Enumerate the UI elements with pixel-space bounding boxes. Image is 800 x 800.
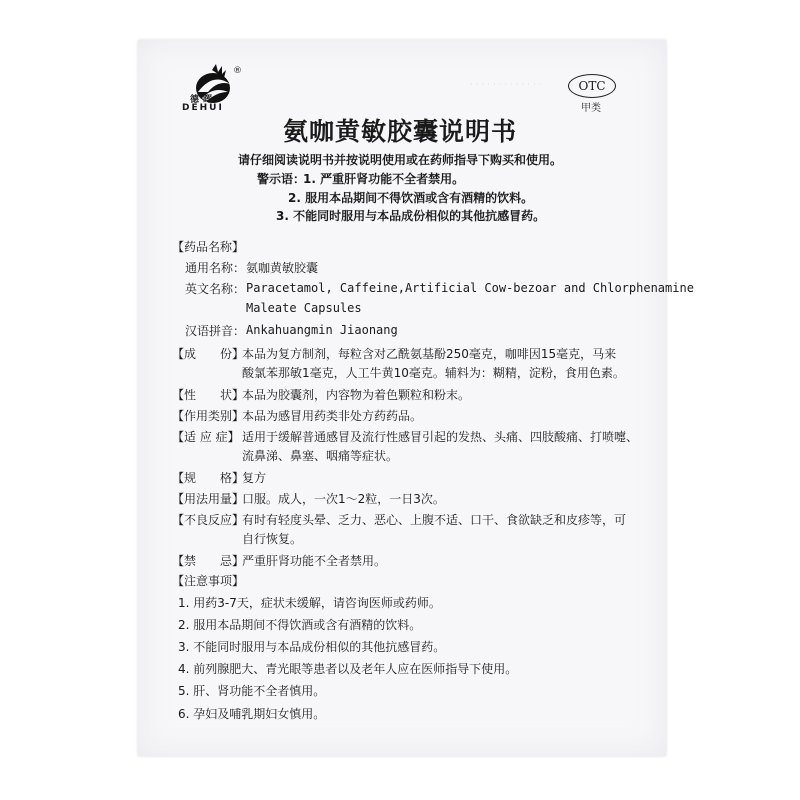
precaution-item: 5. 肝、肾功能不全者慎用。 (178, 684, 326, 698)
generic-name-value: 氨咖黄敏胶囊 (246, 261, 319, 275)
page-title: 氨咖黄敏胶囊说明书 (282, 117, 517, 146)
contraindications-value: 严重肝肾功能不全者禁用。 (242, 554, 387, 568)
category-value: 本品为感冒用药类非处方药药品。 (242, 409, 423, 423)
indications-line2: 流鼻涕、鼻塞、咽痛等症状。 (242, 449, 399, 463)
warning-item: 1. 严重肝肾功能不全者禁用。 (303, 172, 465, 186)
properties-value: 本品为胶囊剂，内容物为着色颗粒和粉末。 (242, 388, 471, 402)
show-through-text: · · · · · · · · · · · · · (470, 80, 542, 90)
warning-item: 2. 服用本品期间不得饮酒或含有酒精的饮料。 (288, 191, 534, 205)
drug-name-heading: 【药品名称】 (172, 240, 245, 254)
precaution-item: 2. 服用本品期间不得饮酒或含有酒精的饮料。 (178, 618, 422, 632)
dosage-label: 【用法用量】 (172, 492, 245, 506)
adverse-line1: 有时有轻度头晕、乏力、恶心、上腹不适、口干、食欲缺乏和皮疹等，可 (242, 513, 627, 527)
adverse-line2: 自行恢复。 (242, 532, 303, 546)
dosage-value: 口服。成人，一次1～2粒，一日3次。 (242, 492, 445, 506)
otc-badge: OTC (568, 74, 616, 98)
brand-latin: DEHUI (182, 103, 224, 113)
usage-notice: 请仔细阅读说明书并按说明使用或在药师指导下购买和使用。 (237, 153, 562, 167)
specification-value: 复方 (242, 471, 267, 485)
indications-label: 【适 应 症】 (172, 430, 240, 444)
otc-category: 甲类 (581, 103, 601, 114)
composition-line2: 酸氯苯那敏1毫克，人工牛黄10毫克。辅料为：糊精，淀粉，食用色素。 (242, 366, 625, 380)
english-name-value-line1: Paracetamol, Caffeine,Artificial Cow-bezoar and Chlorphenamine (246, 281, 694, 295)
precaution-item: 1. 用药3-7天，症状未缓解，请咨询医师或药师。 (178, 596, 441, 610)
adverse-label: 【不良反应】 (172, 513, 245, 527)
category-label: 【作用类别】 (172, 409, 245, 423)
precautions-heading: 【注意事项】 (172, 574, 245, 588)
warning-label: 警示语： (257, 172, 306, 186)
indications-line1: 适用于缓解普通感冒及流行性感冒引起的发热、头痛、四肢酸痛、打喷嚏、 (242, 430, 639, 444)
composition-label: 【成 份】 (172, 347, 245, 361)
precaution-item: 6. 孕妇及哺乳期妇女慎用。 (178, 707, 326, 721)
warning-item: 3. 不能同时服用与本品成份相似的其他抗感冒药。 (276, 209, 546, 223)
english-name-label: 英文名称： (185, 282, 246, 296)
generic-name-label: 通用名称： (185, 261, 246, 275)
pinyin-value: Ankahuangmin Jiaonang (246, 323, 398, 337)
composition-line1: 本品为复方制剂，每粒含对乙酰氨基酚250毫克，咖啡因15毫克，马来 (242, 347, 617, 361)
pinyin-label: 汉语拼音： (185, 324, 246, 338)
contraindications-label: 【禁 忌】 (172, 554, 245, 568)
precaution-item: 4. 前列腺肥大、青光眼等患者以及老年人应在医师指导下使用。 (178, 662, 518, 676)
specification-label: 【规 格】 (172, 471, 245, 485)
english-name-value-line2: Maleate Capsules (246, 301, 362, 315)
properties-label: 【性 状】 (172, 388, 245, 402)
precaution-item: 3. 不能同时服用与本品成份相似的其他抗感冒药。 (178, 640, 446, 654)
registered-mark: ® (233, 66, 242, 76)
brand-mark: 德晖 (190, 95, 217, 105)
